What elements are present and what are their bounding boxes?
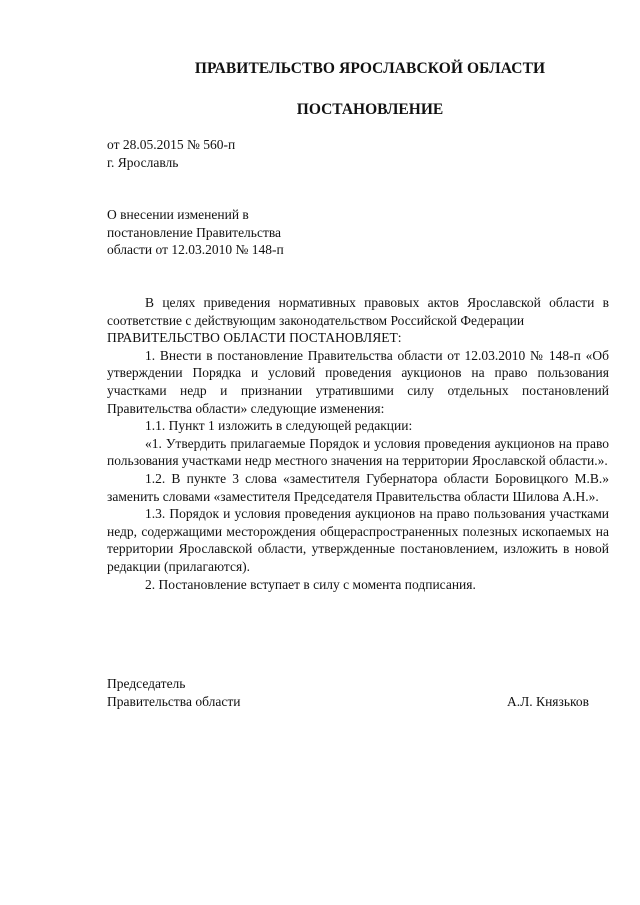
item-1-3: 1.3. Порядок и условия проведения аукционов на право пользования участками недр, содержащими месторождения общераспространенных полезных ископаемых на территории Ярославской области, утвержденные постановлением, изложить в новой редакции (прилагаются).: [107, 506, 609, 574]
item-1: 1. Внести в постановление Правительства области от 12.03.2010 № 148-п «Об утверждении Порядка и условий проведения аукционов на право пользования участками недр и признании утратившими силу отдельных постановлений Правительства области» следующие изменения:: [107, 347, 609, 416]
item-1-2: 1.2. В пункте 3 слова «заместителя Губернатора области Боровицкого М.В.» заменить словами «заместителя Председателя Правительства области Шилова А.Н.».: [107, 470, 609, 504]
document-type-title: ПОСТАНОВЛЕНИЕ: [296, 101, 444, 118]
item-1-1-quote: «1. Утвердить прилагаемые Порядок и условия проведения аукционов на право пользования участками недр местного значения на территории Ярославской области.».: [107, 435, 609, 469]
city: г. Ярославль: [107, 154, 179, 170]
decree-statement: ПРАВИТЕЛЬСТВО ОБЛАСТИ ПОСТАНОВЛЯЕТ:: [107, 330, 402, 346]
subject-line-2: постановление Правительства: [107, 224, 282, 240]
signature-row: [107, 693, 589, 711]
subject-line-3: области от 12.03.2010 № 148-п: [107, 242, 284, 257]
document-body: [107, 294, 609, 593]
item-2: 2. Постановление вступает в силу с момента подписания.: [145, 576, 476, 592]
signer-position-line-1: Председатель: [107, 676, 186, 691]
signer-position-line-2: Правительства области: [107, 693, 241, 709]
document-meta: [107, 136, 235, 171]
signer-name: А.Л. Князьков: [507, 693, 589, 709]
preamble-paragraph: В целях приведения нормативных правовых актов Ярославской области в соответствие с действующим законодательством Российской Федерации: [107, 295, 609, 328]
signature-block: [107, 675, 589, 710]
subject-line-1: О внесении изменений в: [107, 207, 249, 222]
item-1-1: 1.1. Пункт 1 изложить в следующей редакции:: [145, 418, 413, 434]
organization-title: ПРАВИТЕЛЬСТВО ЯРОСЛАВСКОЙ ОБЛАСТИ: [194, 60, 546, 77]
document-subject: [107, 206, 284, 259]
date-number: от 28.05.2015 № 560-п: [107, 137, 236, 152]
